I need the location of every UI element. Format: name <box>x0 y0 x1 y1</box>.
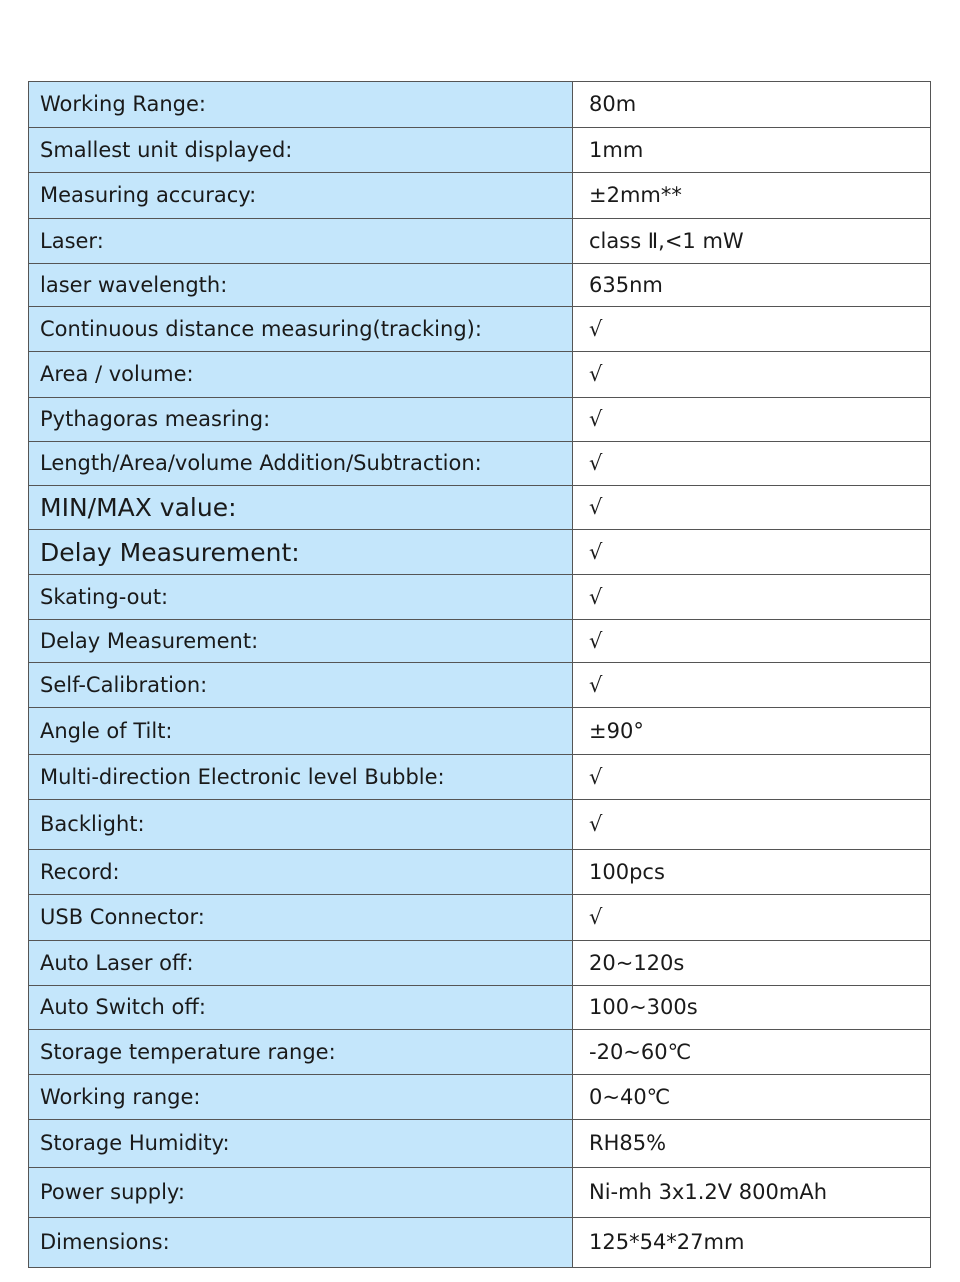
spec-value: class Ⅱ,<1 mW <box>573 219 931 264</box>
spec-value: √ <box>573 663 931 708</box>
table-row <box>29 307 931 352</box>
spec-label: Pythagoras measring: <box>29 398 573 442</box>
spec-label: Dimensions: <box>29 1218 573 1268</box>
spec-value: 0~40℃ <box>573 1075 931 1120</box>
spec-value: ±90° <box>573 708 931 755</box>
spec-label: Length/Area/volume Addition/Subtraction: <box>29 442 573 486</box>
spec-label: Auto Laser off: <box>29 941 573 986</box>
spec-value: RH85% <box>573 1120 931 1168</box>
spec-value: 635nm <box>573 264 931 307</box>
table-row <box>29 1075 931 1120</box>
spec-value: ±2mm** <box>573 173 931 219</box>
table-row <box>29 708 931 755</box>
spec-value: 100~300s <box>573 986 931 1030</box>
table-row <box>29 82 931 128</box>
spec-value: 125*54*27mm <box>573 1218 931 1268</box>
spec-value: 80m <box>573 82 931 128</box>
spec-label: Auto Switch off: <box>29 986 573 1030</box>
spec-label: Storage temperature range: <box>29 1030 573 1075</box>
spec-label: USB Connector: <box>29 895 573 941</box>
table-row <box>29 850 931 895</box>
spec-value: √ <box>573 398 931 442</box>
spec-label: Measuring accuracy: <box>29 173 573 219</box>
spec-label: laser wavelength: <box>29 264 573 307</box>
spec-value: 100pcs <box>573 850 931 895</box>
table-row <box>29 530 931 575</box>
table-row <box>29 575 931 620</box>
table-row <box>29 1168 931 1218</box>
spec-label: Laser: <box>29 219 573 264</box>
spec-label: Working Range: <box>29 82 573 128</box>
table-row <box>29 264 931 307</box>
spec-label: Skating-out: <box>29 575 573 620</box>
spec-label: Delay Measurement: <box>29 620 573 663</box>
spec-value: √ <box>573 895 931 941</box>
spec-label: Delay Measurement: <box>29 530 573 575</box>
table-row <box>29 398 931 442</box>
table-row <box>29 173 931 219</box>
spec-value: √ <box>573 307 931 352</box>
spec-value: √ <box>573 755 931 800</box>
spec-value: 20~120s <box>573 941 931 986</box>
spec-value: √ <box>573 800 931 850</box>
spec-value: √ <box>573 530 931 575</box>
spec-value: √ <box>573 442 931 486</box>
spec-label: Angle of Tilt: <box>29 708 573 755</box>
table-row <box>29 663 931 708</box>
table-row <box>29 1030 931 1075</box>
table-row <box>29 1120 931 1168</box>
spec-value: √ <box>573 486 931 530</box>
spec-label: Working range: <box>29 1075 573 1120</box>
table-row <box>29 620 931 663</box>
table-row <box>29 219 931 264</box>
spec-label: Self-Calibration: <box>29 663 573 708</box>
spec-label: Multi-direction Electronic level Bubble: <box>29 755 573 800</box>
spec-value: 1mm <box>573 128 931 173</box>
spec-value: √ <box>573 352 931 398</box>
table-row <box>29 486 931 530</box>
spec-label: Backlight: <box>29 800 573 850</box>
spec-value: Ni-mh 3x1.2V 800mAh <box>573 1168 931 1218</box>
spec-label: Smallest unit displayed: <box>29 128 573 173</box>
spec-label: Storage Humidity: <box>29 1120 573 1168</box>
spec-value: -20~60℃ <box>573 1030 931 1075</box>
table-row <box>29 986 931 1030</box>
table-row <box>29 442 931 486</box>
spec-label: Record: <box>29 850 573 895</box>
table-row <box>29 1218 931 1268</box>
table-row <box>29 941 931 986</box>
table-row <box>29 128 931 173</box>
spec-value: √ <box>573 575 931 620</box>
spec-value: √ <box>573 620 931 663</box>
spec-label: Continuous distance measuring(tracking): <box>29 307 573 352</box>
spec-label: MIN/MAX value: <box>29 486 573 530</box>
table-row <box>29 755 931 800</box>
spec-label: Area / volume: <box>29 352 573 398</box>
table-row <box>29 895 931 941</box>
specification-table <box>28 81 931 1268</box>
table-row <box>29 352 931 398</box>
spec-label: Power supply: <box>29 1168 573 1218</box>
table-row <box>29 800 931 850</box>
